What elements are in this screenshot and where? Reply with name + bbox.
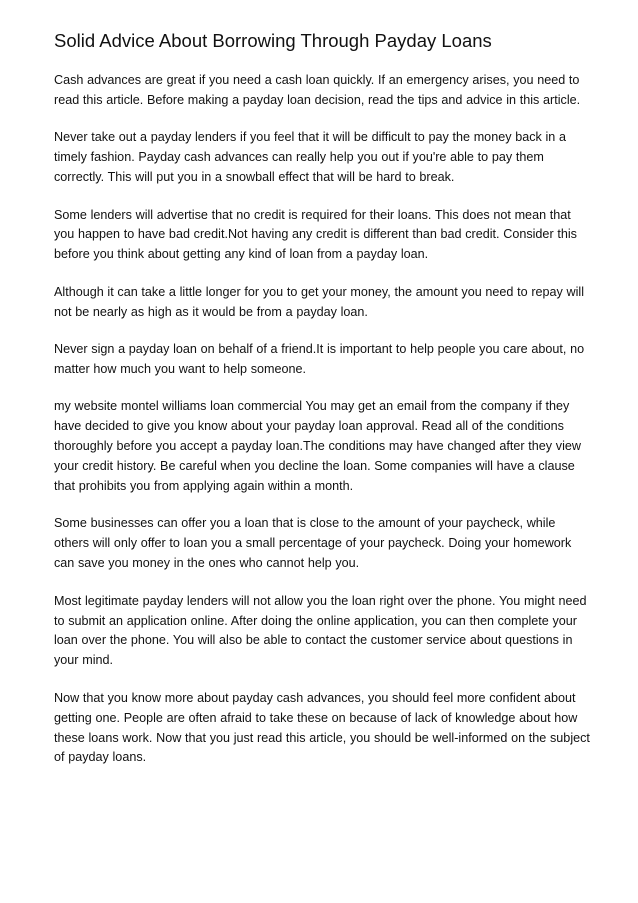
document-body	[54, 71, 590, 786]
paragraph-1: Cash advances are great if you need a cash loan quickly. If an emergency arises, you need to read this article. Before making a payday loan decision, read the tips and advice in this article.	[54, 73, 581, 107]
paragraph-6: my website montel williams loan commercial You may get an email from the company if they have decided to give you know about your payday loan approval. Read all of the conditions thoroughly before you accept a payday loan.The conditions may have changed after they view your credit history. Be careful when you decline the loan. Some companies will have a clause that prohibits you from applying again within a month.	[54, 399, 581, 493]
paragraph-5: Never sign a payday loan on behalf of a friend.It is important to help people you care about, no matter how much you want to help someone.	[54, 342, 585, 376]
document-title: Solid Advice About Borrowing Through Payday Loans	[54, 30, 492, 51]
paragraph-4: Although it can take a little longer for you to get your money, the amount you need to repay will not be nearly as high as it would be from a payday loan.	[54, 284, 585, 319]
paragraph-3: Some lenders will advertise that no credit is required for their loans. This does not mean that you happen to have bad credit.Not having any credit is different than bad credit. Consider this before you think about getting any kind of loan from a payday loan.	[54, 207, 577, 262]
paragraph-2: Never take out a payday lenders if you feel that it will be difficult to pay the money back in a timely fashion. Payday cash advances can really help you out if you're able to pay them correctly. This will put you in a snowball effect that will be hard to break.	[54, 130, 566, 185]
paragraph-7: Some businesses can offer you a loan that is close to the amount of your paycheck, while others will only offer to loan you a small percentage of your paycheck. Doing your homework can save you money in the ones who cannot help you.	[54, 516, 572, 571]
paragraph-8: Most legitimate payday lenders will not allow you the loan right over the phone. You might need to submit an application online. After doing the online application, you can then complete your loan over the phone. You will also be able to contact the customer service about questions in your mind.	[54, 593, 587, 668]
paragraph-9: Now that you know more about payday cash advances, you should feel more confident about getting one. People are often afraid to take these on because of lack of knowledge about how these loans work. Now that you just read this article, you should be well-informed on the subject of payday loans.	[54, 690, 590, 765]
